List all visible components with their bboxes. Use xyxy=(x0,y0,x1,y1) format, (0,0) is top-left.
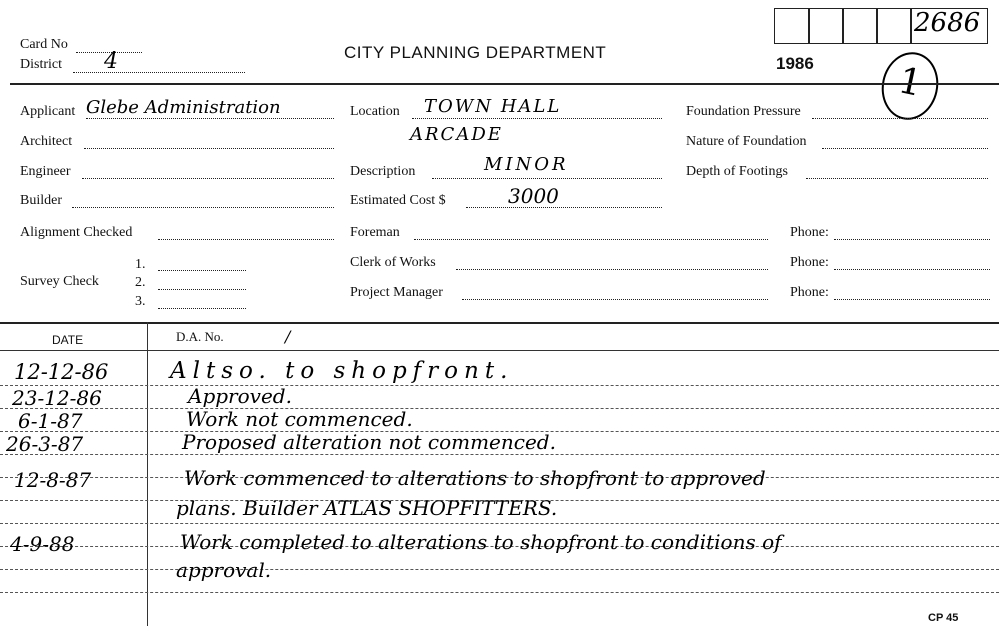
district-dotline xyxy=(73,72,245,73)
alignment-dotline xyxy=(158,239,334,240)
clerk-phone-label: Phone: xyxy=(790,255,829,270)
foreman-phone-dotline xyxy=(834,239,990,240)
entry-text: Work commenced to alterations to shopfront to approved xyxy=(184,466,766,490)
pm-phone-label: Phone: xyxy=(790,285,829,300)
pm-dotline xyxy=(462,299,768,300)
log-line xyxy=(0,523,999,524)
card-no-label: Card No xyxy=(20,37,68,52)
form-code: CP 45 xyxy=(928,612,959,624)
description-value: MINOR xyxy=(484,154,569,175)
entry-text: Work not commenced. xyxy=(186,407,413,431)
da-value: / xyxy=(285,327,291,346)
engineer-label: Engineer xyxy=(20,164,71,179)
entry-date: 26-3-87 xyxy=(6,432,84,456)
engineer-dotline xyxy=(82,178,334,179)
clerk-dotline xyxy=(456,269,768,270)
applicant-dotline xyxy=(86,118,334,119)
foundation-pressure-label: Foundation Pressure xyxy=(686,104,801,119)
cost-value: 3000 xyxy=(508,184,559,208)
applicant-value: Glebe Administration xyxy=(86,97,281,118)
district-value: 4 xyxy=(104,49,118,74)
builder-label: Builder xyxy=(20,193,62,208)
date-header: DATE xyxy=(52,333,84,347)
entry-text: approval. xyxy=(176,558,272,582)
card-number-boxes xyxy=(774,8,988,44)
location-value-2: ARCADE xyxy=(410,124,503,145)
foundation-pressure-dotline xyxy=(812,118,988,119)
entry-date: 23-12-86 xyxy=(12,386,102,410)
survey-dotline-2 xyxy=(158,289,246,290)
pm-label: Project Manager xyxy=(350,285,443,300)
log-column-divider xyxy=(147,322,148,626)
log-header-rule xyxy=(0,350,999,351)
entry-text: plans. Builder ATLAS SHOPFITTERS. xyxy=(176,496,558,520)
alignment-label: Alignment Checked xyxy=(20,225,133,240)
log-line xyxy=(0,592,999,593)
year-label: 1986 xyxy=(776,54,814,73)
entry-date: 4-9-88 xyxy=(10,532,75,556)
clerk-phone-dotline xyxy=(834,269,990,270)
card-number: 2686 xyxy=(914,8,981,38)
log-line xyxy=(0,408,999,409)
nature-foundation-dotline xyxy=(822,148,988,149)
entry-text: Approved. xyxy=(188,384,292,408)
survey-item-3: 3. xyxy=(135,294,146,309)
log-line xyxy=(0,454,999,455)
log-top-divider xyxy=(0,322,999,324)
circled-mark: 1 xyxy=(876,47,945,125)
entry-text: Proposed alteration not commenced. xyxy=(182,430,556,454)
builder-dotline xyxy=(72,207,334,208)
entry-date: 12-12-86 xyxy=(14,360,109,384)
architect-label: Architect xyxy=(20,134,73,149)
location-value-1: TOWN HALL xyxy=(424,96,562,117)
entry-text: Altso. to shopfront. xyxy=(170,358,514,384)
district-label: District xyxy=(20,57,62,72)
description-label: Description xyxy=(350,164,416,179)
depth-footings-label: Depth of Footings xyxy=(686,164,788,179)
log-line xyxy=(0,385,999,386)
survey-item-1: 1. xyxy=(135,257,146,272)
entry-date: 6-1-87 xyxy=(18,409,83,433)
clerk-label: Clerk of Works xyxy=(350,255,436,270)
department-title: CITY PLANNING DEPARTMENT xyxy=(344,43,607,62)
cost-dotline xyxy=(466,207,662,208)
cost-label: Estimated Cost $ xyxy=(350,193,446,208)
entry-date: 12-8-87 xyxy=(14,468,92,492)
applicant-label: Applicant xyxy=(20,104,76,119)
architect-dotline xyxy=(84,148,334,149)
foreman-phone-label: Phone: xyxy=(790,225,829,240)
foreman-dotline xyxy=(414,239,768,240)
survey-dotline-1 xyxy=(158,270,246,271)
location-dotline xyxy=(412,118,662,119)
survey-item-2: 2. xyxy=(135,275,146,290)
foreman-label: Foreman xyxy=(350,225,400,240)
pm-phone-dotline xyxy=(834,299,990,300)
log-line xyxy=(0,569,999,570)
survey-dotline-3 xyxy=(158,308,246,309)
description-dotline xyxy=(432,178,662,179)
depth-footings-dotline xyxy=(806,178,988,179)
location-label: Location xyxy=(350,104,400,119)
survey-label: Survey Check xyxy=(20,274,99,289)
header-divider xyxy=(10,83,999,85)
nature-foundation-label: Nature of Foundation xyxy=(686,134,807,149)
entry-text: Work completed to alterations to shopfront to conditions of xyxy=(180,530,782,554)
da-header: D.A. No. xyxy=(176,329,224,344)
